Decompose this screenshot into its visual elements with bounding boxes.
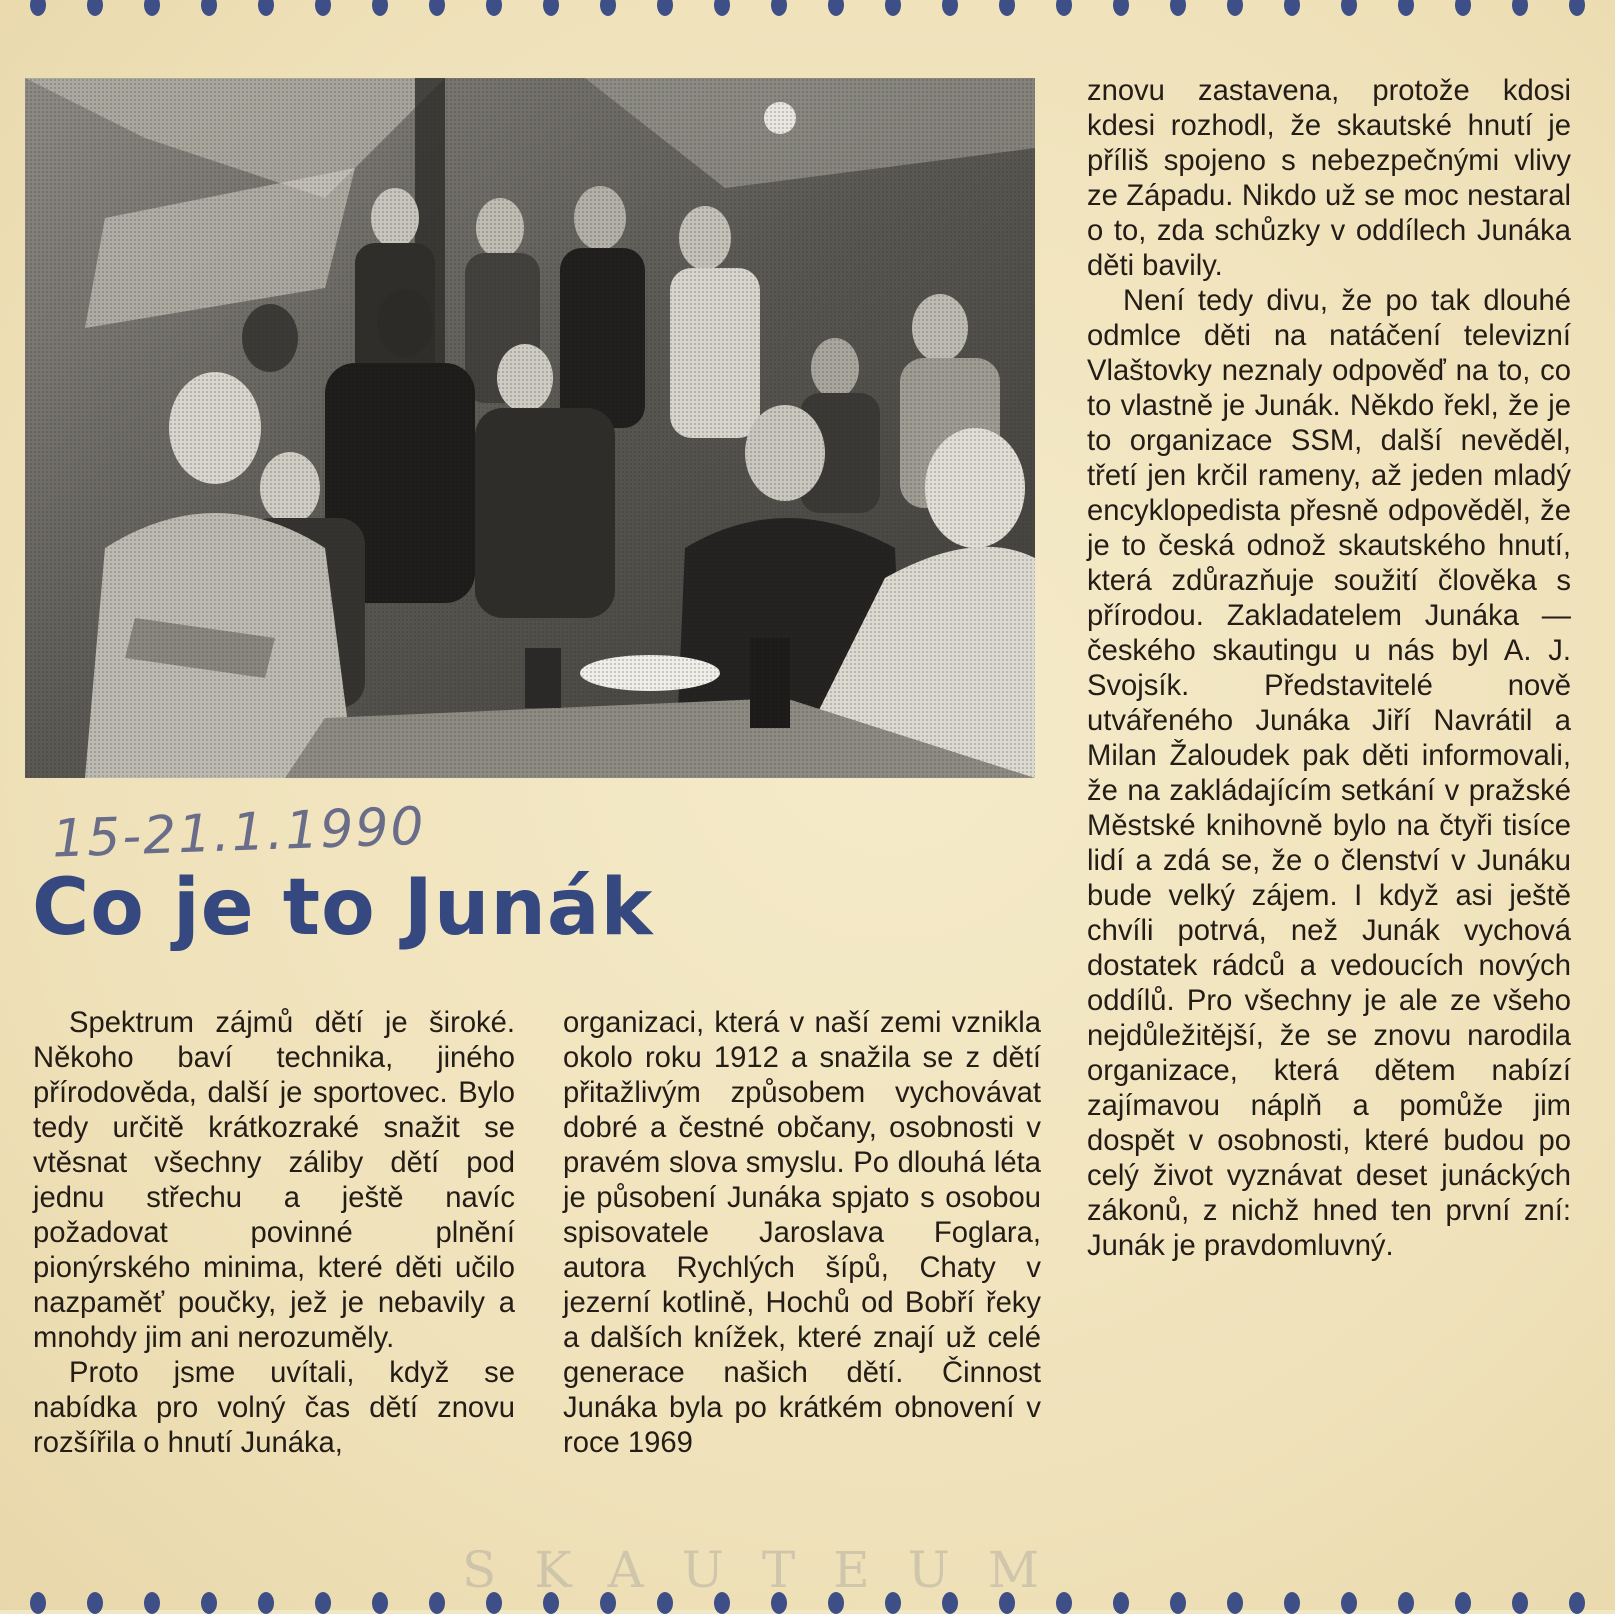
perforation-dot (1056, 0, 1072, 16)
article-headline: Co je to Junák (32, 863, 654, 953)
perforation-dot (1398, 0, 1414, 16)
perforation-dot (1341, 0, 1357, 16)
perforation-dot (258, 1592, 274, 1614)
perforation-dot (144, 1592, 160, 1614)
perforation-dot (201, 0, 217, 16)
perforation-top (0, 0, 1615, 30)
perforation-dot (315, 0, 331, 16)
perforation-dot (429, 1592, 445, 1614)
perforation-dot (714, 0, 730, 16)
article-column-1 (33, 1006, 515, 1461)
paragraph: organizaci, která v naší zemi vznikla okolo roku 1912 a snažila se z dětí přitažlivým způsobem vychovávat dobré a čestné občany, osobnosti v pravém slova smyslu. Po dlouhá léta je působení Junáka spjato s osobou spisovatele Jaroslava Foglara, autora Rychlých šípů, Chaty v jezerní kotlině, Hochů od Bobří řeky a dalších knížek, které znají už celé generace našich dětí. Činnost Junáka byla po krátkém obnovení v roce 1969 (563, 1007, 1041, 1459)
photo-image (25, 78, 1035, 778)
perforation-dot (1569, 0, 1585, 16)
perforation-dot (372, 0, 388, 16)
perforation-dot (1455, 1592, 1471, 1614)
article-column-2 (563, 1006, 1041, 1461)
perforation-dot (30, 1592, 46, 1614)
handwritten-date: 15-21.1.1990 (51, 796, 427, 870)
perforation-dot (372, 1592, 388, 1614)
watermark: SKAUTEUM (462, 1541, 1078, 1599)
perforation-dot (1284, 0, 1300, 16)
perforation-dot (942, 0, 958, 16)
perforation-dot (1512, 1592, 1528, 1614)
paragraph: Spektrum zájmů dětí je široké. Někoho baví technika, jiného přírodověda, další je sportovec. Bylo tedy určitě krátkozraké snažit se vtěsnat všechny záliby dětí pod jednu střechu a ještě navíc požadovat povinné plnění pionýrského minima, které děti učilo nazpaměť poučky, jež je nebavily a mnohdy jim ani nerozuměly. (33, 1007, 515, 1354)
perforation-dot (1341, 1592, 1357, 1614)
paragraph: Není tedy divu, že po tak dlouhé odmlce děti na natáčení televizní Vlaštovky neznaly odpověď na to, co to vlastně je Junák. Někdo řekl, že je to organizace SSM, další nevěděl, třetí jen krčil rameny, až jeden mladý encyklopedista přesně odpověděl, že je to česká odnož skautského hnutí, která zdůrazňuje soužití člověka s přírodou. Zakladatelem Junáka — českého skautingu u nás byl A. J. Svojsík. Představitelé nově utvářeného Junáka Jiří Navrátil a Milan Žaloudek pak děti informovali, že na zakládajícím setkání v pražské Městské knihovně bylo na čtyři tisíce lidí a zdá se, že o členství v Junáku bude velký zájem. I když asi ještě chvíli potrvá, než Junák vychová dostatek rádců a vedoucích nových oddílů. Pro všechny je ale ze všeho nejdůležitější, že se znovu narodila organizace, která dětem nabízí zajímavou náplň a pomůže jim dospět v osobnosti, které budou po celý život vyznávat deset junáckých zákonů, z nichž hned ten první zní: Junák je pravdomluvný. (1087, 285, 1571, 1262)
perforation-dot (999, 0, 1015, 16)
perforation-dot (1227, 0, 1243, 16)
perforation-dot (87, 0, 103, 16)
perforation-dot (771, 0, 787, 16)
perforation-dot (657, 0, 673, 16)
perforation-dot (600, 0, 616, 16)
perforation-dot (144, 0, 160, 16)
perforation-dot (885, 0, 901, 16)
article-column-3 (1087, 74, 1571, 1264)
perforation-dot (1284, 1592, 1300, 1614)
perforation-dot (1569, 1592, 1585, 1614)
perforation-dot (258, 0, 274, 16)
group-photo (25, 78, 1035, 778)
perforation-dot (1113, 0, 1129, 16)
perforation-dot (1170, 1592, 1186, 1614)
perforation-dot (1227, 1592, 1243, 1614)
paragraph: Proto jsme uvítali, když se nabídka pro volný čas dětí znovu rozšířila o hnutí Junáka, (33, 1357, 515, 1459)
perforation-dot (315, 1592, 331, 1614)
perforation-dot (1398, 1592, 1414, 1614)
perforation-dot (30, 0, 46, 16)
paragraph: znovu zastavena, protože kdosi kdesi rozhodl, že skautské hnutí je příliš spojeno s nebezpečnými vlivy ze Západu. Nikdo už se moc nestaral o to, zda schůzky v oddílech Junáka děti bavily. (1087, 75, 1571, 282)
perforation-dot (429, 0, 445, 16)
perforation-dot (486, 0, 502, 16)
perforation-dot (828, 0, 844, 16)
perforation-dot (201, 1592, 217, 1614)
perforation-dot (543, 0, 559, 16)
perforation-dot (1455, 0, 1471, 16)
perforation-dot (1170, 0, 1186, 16)
perforation-dot (1512, 0, 1528, 16)
perforation-dot (87, 1592, 103, 1614)
